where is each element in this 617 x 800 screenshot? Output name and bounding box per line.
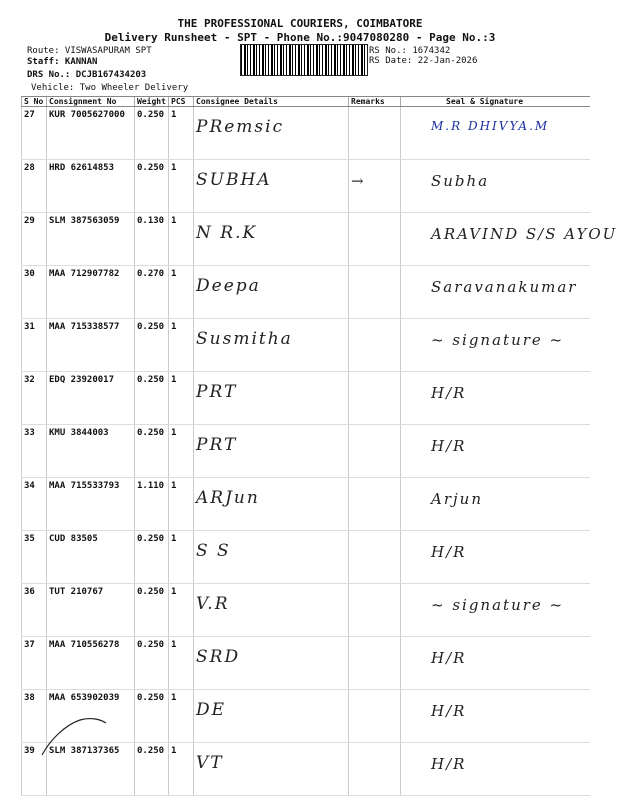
row-signature: [401, 213, 617, 266]
row-consignment: SLM 387563059: [47, 213, 135, 266]
table-row: [22, 107, 590, 160]
table-row: [22, 425, 590, 478]
row-consignment: MAA 712907782: [47, 266, 135, 319]
consignee-handwriting: PRT: [196, 435, 238, 455]
col-remarks: Remarks: [349, 97, 401, 107]
table-row: [22, 584, 590, 637]
row-signature: [401, 372, 590, 425]
row-weight: 0.250: [135, 319, 169, 372]
row-pcs: 1: [169, 690, 194, 743]
row-weight: 0.250: [135, 531, 169, 584]
row-consignment: CUD 83505: [47, 531, 135, 584]
row-remarks: [349, 160, 401, 213]
row-sno: 39: [22, 743, 47, 796]
signature-handwriting: H/R: [431, 543, 467, 561]
row-remarks: [349, 584, 401, 637]
row-consignee: [194, 637, 349, 690]
col-weight: Weight: [135, 97, 169, 107]
row-sno: 30: [22, 266, 47, 319]
row-remarks: [349, 637, 401, 690]
col-sno: S No: [22, 97, 47, 107]
row-pcs: 1: [169, 531, 194, 584]
row-remarks: [349, 531, 401, 584]
row-pcs: 1: [169, 743, 194, 796]
row-sno: 37: [22, 637, 47, 690]
row-pcs: 1: [169, 372, 194, 425]
row-remarks: [349, 213, 401, 266]
col-consignee: Consignee Details: [194, 97, 349, 107]
row-pcs: 1: [169, 213, 194, 266]
row-remarks: [349, 372, 401, 425]
row-consignment: KMU 3844003: [47, 425, 135, 478]
row-consignee: [194, 743, 349, 796]
row-sno: 28: [22, 160, 47, 213]
row-signature: [401, 107, 590, 160]
row-sno: 36: [22, 584, 47, 637]
row-weight: 0.250: [135, 637, 169, 690]
consignee-handwriting: ARJun: [196, 488, 260, 508]
row-sno: 38: [22, 690, 47, 743]
row-signature: [401, 743, 590, 796]
drs-number: DRS No.: DCJB167434203: [27, 70, 147, 80]
remarks-mark: →: [351, 172, 366, 190]
row-weight: 0.250: [135, 425, 169, 478]
row-consignment: MAA 715338577: [47, 319, 135, 372]
signature-handwriting: Arjun: [431, 490, 483, 508]
staff-label: Staff: KANNAN: [27, 57, 98, 67]
consignee-handwriting: N R.K: [196, 223, 258, 243]
row-consignee: [194, 690, 349, 743]
signature-handwriting: H/R: [431, 649, 467, 667]
row-pcs: 1: [169, 425, 194, 478]
row-remarks: [349, 266, 401, 319]
consignee-handwriting: S S: [196, 541, 231, 561]
row-consignee: [194, 266, 349, 319]
runsheet-table: [21, 96, 617, 796]
row-sno: 34: [22, 478, 47, 531]
row-weight: 0.250: [135, 107, 169, 160]
route-label: Route: VISWASAPURAM SPT: [27, 46, 152, 56]
row-sno: 29: [22, 213, 47, 266]
row-consignment: HRD 62614853: [47, 160, 135, 213]
row-weight: 0.250: [135, 690, 169, 743]
row-weight: 0.250: [135, 743, 169, 796]
row-remarks: [349, 319, 401, 372]
signature-handwriting: M.R DHIVYA.M: [431, 119, 550, 133]
row-pcs: 1: [169, 319, 194, 372]
signature-handwriting: ARAVIND S/S AYOU: [431, 225, 617, 243]
signature-handwriting: H/R: [431, 437, 467, 455]
consignee-handwriting: SRD: [196, 647, 241, 667]
row-remarks: [349, 425, 401, 478]
consignee-handwriting: Susmitha: [196, 329, 293, 349]
row-consignee: [194, 160, 349, 213]
row-sno: 31: [22, 319, 47, 372]
table-row: [22, 266, 590, 319]
consignee-handwriting: V.R: [196, 594, 230, 614]
row-consignee: [194, 584, 349, 637]
vehicle-label: Vehicle: Two Wheeler Delivery: [31, 83, 189, 93]
row-weight: 0.250: [135, 584, 169, 637]
col-signature: Seal & Signature: [401, 97, 590, 107]
table-row: [22, 319, 590, 372]
row-consignment: SLM 387137365: [47, 743, 135, 796]
row-consignee: [194, 478, 349, 531]
row-signature: [401, 584, 590, 637]
col-consignment: Consignment No: [47, 97, 135, 107]
row-signature: [401, 478, 590, 531]
row-consignee: [194, 531, 349, 584]
row-remarks: [349, 743, 401, 796]
row-signature: [401, 637, 590, 690]
row-consignee: [194, 372, 349, 425]
row-sno: 35: [22, 531, 47, 584]
row-sno: 27: [22, 107, 47, 160]
table-row: [22, 213, 590, 266]
row-remarks: [349, 107, 401, 160]
signature-handwriting: Saravanakumar: [431, 278, 578, 296]
rs-info: [369, 46, 477, 66]
row-consignment: KUR 7005627000: [47, 107, 135, 160]
row-signature: [401, 160, 590, 213]
consignee-handwriting: VT: [196, 753, 224, 773]
row-weight: 0.270: [135, 266, 169, 319]
row-signature: [401, 690, 590, 743]
table-row: [22, 637, 590, 690]
signature-handwriting: ~ signature ~: [431, 596, 565, 614]
scribble-mark: [40, 705, 110, 760]
row-pcs: 1: [169, 478, 194, 531]
signature-handwriting: H/R: [431, 384, 467, 402]
rs-date: RS Date: 22-Jan-2026: [369, 56, 478, 66]
consignee-handwriting: DE: [196, 700, 227, 720]
row-consignment: EDQ 23920017: [47, 372, 135, 425]
row-weight: 0.250: [135, 372, 169, 425]
row-consignment: MAA 710556278: [47, 637, 135, 690]
col-pcs: PCS: [169, 97, 194, 107]
row-signature: [401, 319, 590, 372]
row-sno: 33: [22, 425, 47, 478]
row-pcs: 1: [169, 266, 194, 319]
consignee-handwriting: Deepa: [196, 276, 261, 296]
consignee-handwriting: PRT: [196, 382, 238, 402]
barcode: [240, 44, 368, 76]
table-row: [22, 531, 590, 584]
row-weight: 0.250: [135, 160, 169, 213]
row-consignment: MAA 715533793: [47, 478, 135, 531]
row-consignee: [194, 425, 349, 478]
row-pcs: 1: [169, 107, 194, 160]
table-header-row: [22, 97, 590, 107]
signature-handwriting: H/R: [431, 702, 467, 720]
row-consignee: [194, 319, 349, 372]
signature-handwriting: H/R: [431, 755, 467, 773]
row-consignee: [194, 107, 349, 160]
row-weight: 0.130: [135, 213, 169, 266]
row-remarks: [349, 690, 401, 743]
row-pcs: 1: [169, 160, 194, 213]
consignee-handwriting: PRemsic: [196, 117, 285, 137]
row-pcs: 1: [169, 637, 194, 690]
consignee-handwriting: SUBHA: [196, 170, 272, 190]
sheet-title: Delivery Runsheet - SPT - Phone No.:9047080280 - Page No.:3: [104, 31, 496, 44]
row-consignee: [194, 213, 349, 266]
row-consignment: TUT 210767: [47, 584, 135, 637]
row-remarks: [349, 478, 401, 531]
table-row: [22, 372, 590, 425]
signature-handwriting: Subha: [431, 172, 490, 190]
table-row: [22, 160, 590, 213]
row-sno: 32: [22, 372, 47, 425]
company-name: THE PROFESSIONAL COURIERS, COIMBATORE: [177, 17, 423, 30]
row-signature: [401, 531, 590, 584]
table-row: [22, 478, 590, 531]
row-pcs: 1: [169, 584, 194, 637]
signature-handwriting: ~ signature ~: [431, 331, 565, 349]
row-consignment: MAA 653902039: [47, 690, 135, 743]
row-signature: [401, 266, 590, 319]
row-signature: [401, 425, 590, 478]
row-weight: 1.110: [135, 478, 169, 531]
rs-number: RS No.: 1674342: [369, 46, 451, 56]
